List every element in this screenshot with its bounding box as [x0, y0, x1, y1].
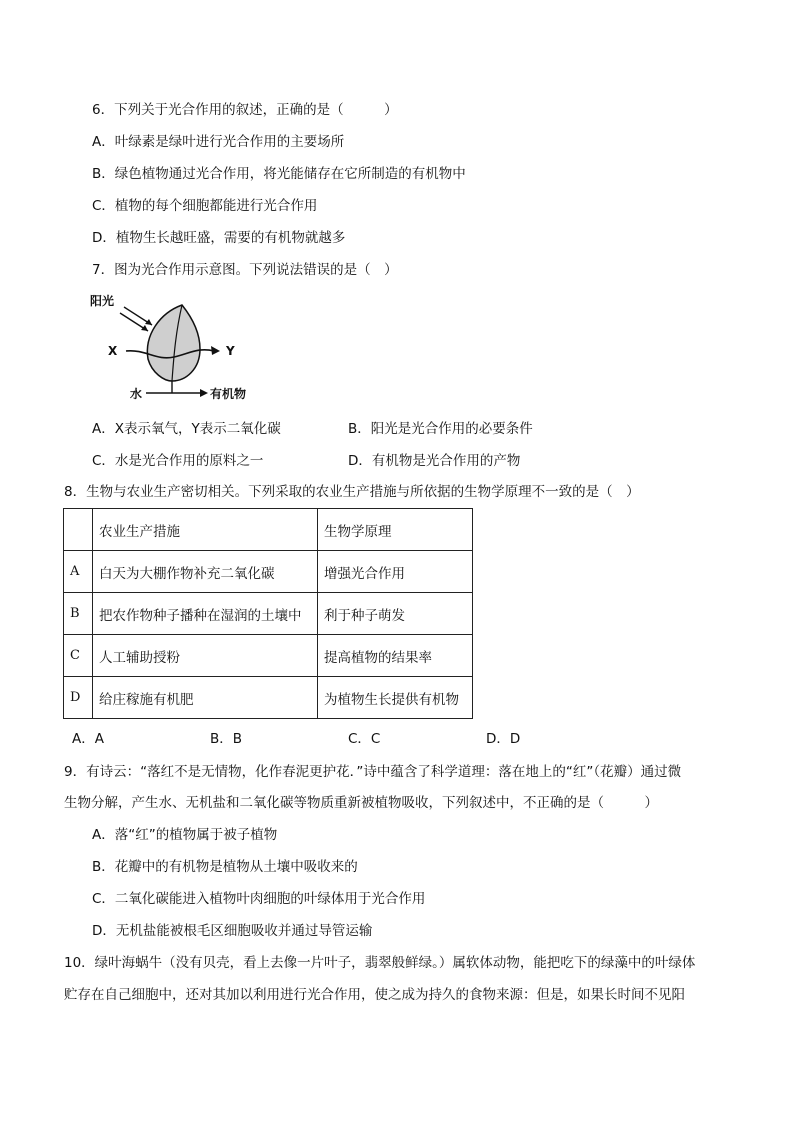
table-row [64, 551, 473, 593]
label-sunlight: 阳光 [90, 294, 115, 308]
leaf-shape [147, 305, 200, 381]
table-cell: D [64, 677, 93, 719]
q8-option-c: C．C [348, 731, 381, 747]
table-cell: C [64, 635, 93, 677]
q8-option-d: D．D [486, 731, 521, 747]
q8-option-b: B．B [210, 731, 243, 747]
q9-stem-line2: 生物分解，产生水、无机盐和二氧化碳等物质重新被植物吸收，下列叙述中，不正确的是（ ） [64, 795, 658, 811]
table-header-cell: 农业生产措施 [93, 509, 318, 551]
q6-stem: 6．下列关于光合作用的叙述，正确的是（ ） [92, 102, 398, 118]
q10-stem-line1: 10．绿叶海蜗牛（没有贝壳，看上去像一片叶子，翡翠般鲜绿。）属软体动物，能把吃下的绿藻中的叶绿体 [64, 955, 696, 971]
q6-option-c: C．植物的每个细胞都能进行光合作用 [92, 198, 318, 214]
table-cell: 增强光合作用 [318, 551, 473, 593]
q9-option-c: C．二氧化碳能进入植物叶肉细胞的叶绿体用于光合作用 [92, 891, 426, 907]
table-row [64, 635, 473, 677]
table-cell: 为植物生长提供有机物 [318, 677, 473, 719]
table-row [64, 677, 473, 719]
photosynthesis-diagram [90, 291, 290, 403]
agriculture-table [63, 508, 473, 719]
label-x: X [108, 344, 118, 358]
table-cell: 把农作物种子播种在湿润的土壤中 [93, 593, 318, 635]
table-row [64, 593, 473, 635]
q7-option-c: C．水是光合作用的原料之一 [92, 453, 264, 469]
gas-flow-arrowhead [211, 346, 220, 355]
table-header-cell: 生物学原理 [318, 509, 473, 551]
q9-option-a: A．落“红”的植物属于被子植物 [92, 827, 278, 843]
q7-option-d: D．有机物是光合作用的产物 [348, 453, 521, 469]
q9-option-d: D．无机盐能被根毛区细胞吸收并通过导管运输 [92, 923, 373, 939]
table-cell: 白天为大棚作物补充二氧化碳 [93, 551, 318, 593]
q7-option-b: B．阳光是光合作用的必要条件 [348, 421, 533, 437]
table-header-row [64, 509, 473, 551]
q6-option-d: D．植物生长越旺盛，需要的有机物就越多 [92, 230, 346, 246]
table-cell: B [64, 593, 93, 635]
q8-option-a: A．A [72, 731, 104, 747]
q10-stem-line2: 贮存在自己细胞中，还对其加以利用进行光合作用，使之成为持久的食物来源：但是，如果长时间不见阳 [64, 987, 685, 1003]
q9-stem-line1: 9．有诗云：“落红不是无情物，化作春泥更护花．”诗中蕴含了科学道理：落在地上的“红”（花瓣）通过微 [64, 764, 682, 780]
table-cell: 利于种子萌发 [318, 593, 473, 635]
q9-option-b: B．花瓣中的有机物是植物从土壤中吸收来的 [92, 859, 358, 875]
q6-option-a: A．叶绿素是绿叶进行光合作用的主要场所 [92, 134, 345, 150]
q6-option-b: B．绿色植物通过光合作用，将光能储存在它所制造的有机物中 [92, 166, 466, 182]
q8-stem: 8．生物与农业生产密切相关。下列采取的农业生产措施与所依据的生物学原理不一致的是（ ） [64, 484, 640, 500]
table-cell: 给庄稼施有机肥 [93, 677, 318, 719]
table-cell: A [64, 551, 93, 593]
table-header-cell [64, 509, 93, 551]
q7-stem: 7．图为光合作用示意图。下列说法错误的是（ ） [92, 262, 398, 278]
label-organic: 有机物 [210, 387, 247, 401]
q7-option-a: A．X表示氧气，Y表示二氧化碳 [92, 421, 281, 437]
label-water: 水 [130, 387, 143, 401]
table-cell: 人工辅助授粉 [93, 635, 318, 677]
transport-arrowhead [200, 389, 208, 397]
label-y: Y [226, 344, 235, 358]
table-cell: 提高植物的结果率 [318, 635, 473, 677]
